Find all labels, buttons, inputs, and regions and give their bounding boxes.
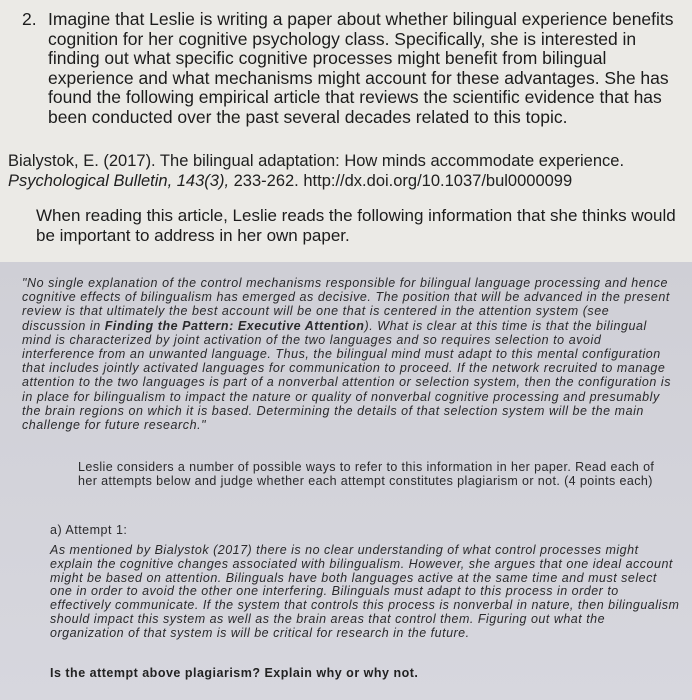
question-2 — [22, 10, 682, 127]
question-text: Imagine that Leslie is writing a paper about whether bilingual experience benefits cognition for her cognitive psychology class. Specifically, she is interested in finding out what specific cognitive processes might benefit from bilingual experience and what mechanisms might account for these advantages. She has found the following empirical article that reviews the scientific evidence that has been conducted over the past several decades related to this topic. — [48, 9, 674, 127]
citation-journal: Psychological Bulletin, 143(3), — [8, 171, 230, 190]
textbook-page-lower — [0, 262, 692, 700]
citation-pages-doi: 233-262. http://dx.doi.org/10.1037/bul0000099 — [229, 171, 573, 190]
intro-text: When reading this article, Leslie reads the following information that she thinks would be important to address in her own paper. — [36, 206, 676, 245]
question-prompt: Is the attempt above plagiarism? Explain why or why not. — [50, 666, 419, 680]
article-quote — [22, 276, 672, 432]
quote-part-2: ). What is clear at this time is that the bilingual mind is characterized by joint activation of the two languages and so requires selection to avoid interference from an unwanted language. Thus, the bilingual mind must adapt to this mental configuration that includes jointly activated languages for communication to proceed. If the network recruited to manage attention to the two languages is part of a nonverbal attention or selection system, then the configuration is in place for bilingualism to impact the nature or quality of nonverbal cognitive processing and presumably the brain regions on which it is based. Determining the details of that selection system will be the main challenge for future research." — [22, 318, 672, 433]
article-citation — [8, 152, 678, 191]
quote-part-1: "No single explanation of the control mechanisms responsible for bilingual language processing and hence cognitive effects of bilingualism has emerged as decisive. The position that will be advanced in the present review is that ultimately the best account will be one that is centered in the attention system (see discussion in — [22, 276, 670, 333]
attempt-text: As mentioned by Bialystok (2017) there is no clear understanding of what control processes might explain the cognitive changes associated with bilingualism. However, she argues that one ideal account might be based on attention. Bilinguals have both languages active at the same time and must select one in order to avoid the other one interfering. Bilinguals must adapt to this process in order to effectively communicate. If the system that controls this process is nonverbal in nature, then bilingualism should impact this system as well as the brain areas that control them. Figuring out what the organization of that system is will be critical for research in the future. — [50, 543, 680, 640]
attempt-label: a) Attempt 1: — [50, 523, 128, 537]
question-number: 2. — [22, 9, 37, 29]
instructions: Leslie considers a number of possible ways to refer to this information in her paper. Read each of her attempts below and judge whether each attempt constitutes plagiarism or not. (4 points each) — [78, 460, 655, 489]
citation-authors-title: Bialystok, E. (2017). The bilingual adaptation: How minds accommodate experience. — [8, 152, 625, 170]
textbook-page-upper — [0, 0, 692, 262]
quote-section-reference: Finding the Pattern: Executive Attention — [104, 318, 365, 333]
